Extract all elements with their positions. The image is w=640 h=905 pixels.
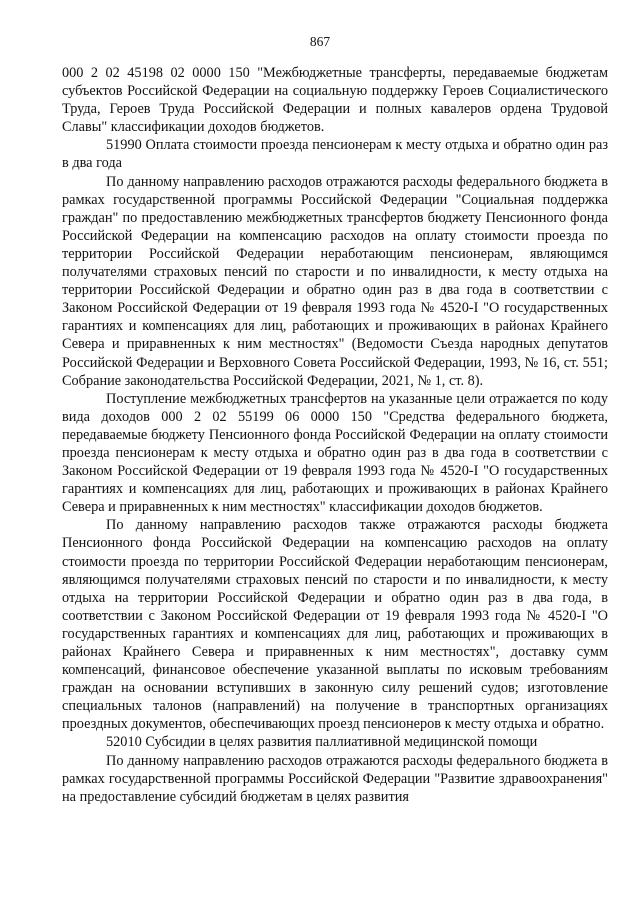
page-number: 867	[309, 34, 331, 49]
paragraph-revenue-code-45198: 000 2 02 45198 02 0000 150 "Межбюджетные трансферты, передаваемые бюджетам субъектов Российской Федерации на социальную поддержку Героев Социалистического Труда, Героев Труда Российской Федерации и полных кавалеров ордена Трудовой Славы" классификации доходов бюджетов.	[62, 65, 608, 136]
paragraph-heading-52010: 52010 Субсидии в целях развития паллиативной медицинской помощи	[106, 734, 538, 751]
paragraph-palliative-care-expenses: По данному направлению расходов отражаются расходы федерального бюджета в рамках государственной программы Российской Федерации "Развитие здравоохранения" на предоставление субсидий бюджетам в целях развития	[62, 752, 608, 805]
paragraph-federal-budget-expenses: По данному направлению расходов отражаются расходы федерального бюджета в рамках государственной программы Российской Федерации "Социальная поддержка граждан" по предоставлению межбюджетных трансфертов бюджету Пенсионного фонда Российской Федерации на компенсацию расходов на оплату стоимости проезда по территории Российской Федерации неработающим пенсионерам, являющимся получателями страховых пенсий по старости и по инвалидности, к месту отдыха на территории Российской Федерации и обратно один раз в два года в соответствии с Законом Российской Федерации от 19 февраля 1993 года № 4520-I "О государственных гарантиях и компенсациях для лиц, работающих и проживающих в районах Крайнего Севера и приравненных к ним местностях" (Ведомости Съезда народных депутатов Российской Федерации и Верховного Совета Российской Федерации, 1993, № 16, ст. 551; Собрание законодательства Российской Федерации, 2021, № 1, ст. 8).	[62, 173, 608, 389]
document-body	[62, 64, 608, 806]
paragraph-pension-fund-expenses: По данному направлению расходов также отражаются расходы бюджета Пенсионного фонда Российской Федерации на компенсацию расходов на оплату стоимости проезда по территории Российской Федерации неработающим пенсионерам, являющимся получателями страховых пенсий по старости и по инвалидности, к месту отдыха на территории Российской Федерации и обратно один раз в два года, в соответствии с Законом Российской Федерации от 19 февраля 1993 года № 4520-I "О государственных гарантиях и компенсациях для лиц, работающих и проживающих в районах Крайнего Севера и приравненных к ним местностях", доставку сумм компенсаций, финансовое обеспечение указанной выплаты по исковым требованиям граждан на основании вступивших в законную силу решений судов; изготовление специальных талонов (направлений) на получение в транспортных организациях проездных документов, обеспечивающих проезд пенсионеров к месту отдыха и обратно.	[62, 517, 608, 733]
paragraph-heading-51990: 51990 Оплата стоимости проезда пенсионерам к месту отдыха и обратно один раз в два года	[62, 137, 608, 172]
paragraph-transfers-receipt: Поступление межбюджетных трансфертов на указанные цели отражается по коду вида доходов 000 2 02 55199 06 0000 150 "Средства федерального бюджета, передаваемые бюджету Пенсионного фонда Российской Федерации на оплату стоимости проезда пенсионерам к месту отдыха и обратно один раз в два года в соответствии с Законом Российской Федерации от 19 февраля 1993 года № 4520-I "О государственных гарантиях и компенсациях для лиц, работающих и проживающих в районах Крайнего Севера и приравненных к ним местностях" классификации доходов бюджетов.	[62, 390, 608, 516]
